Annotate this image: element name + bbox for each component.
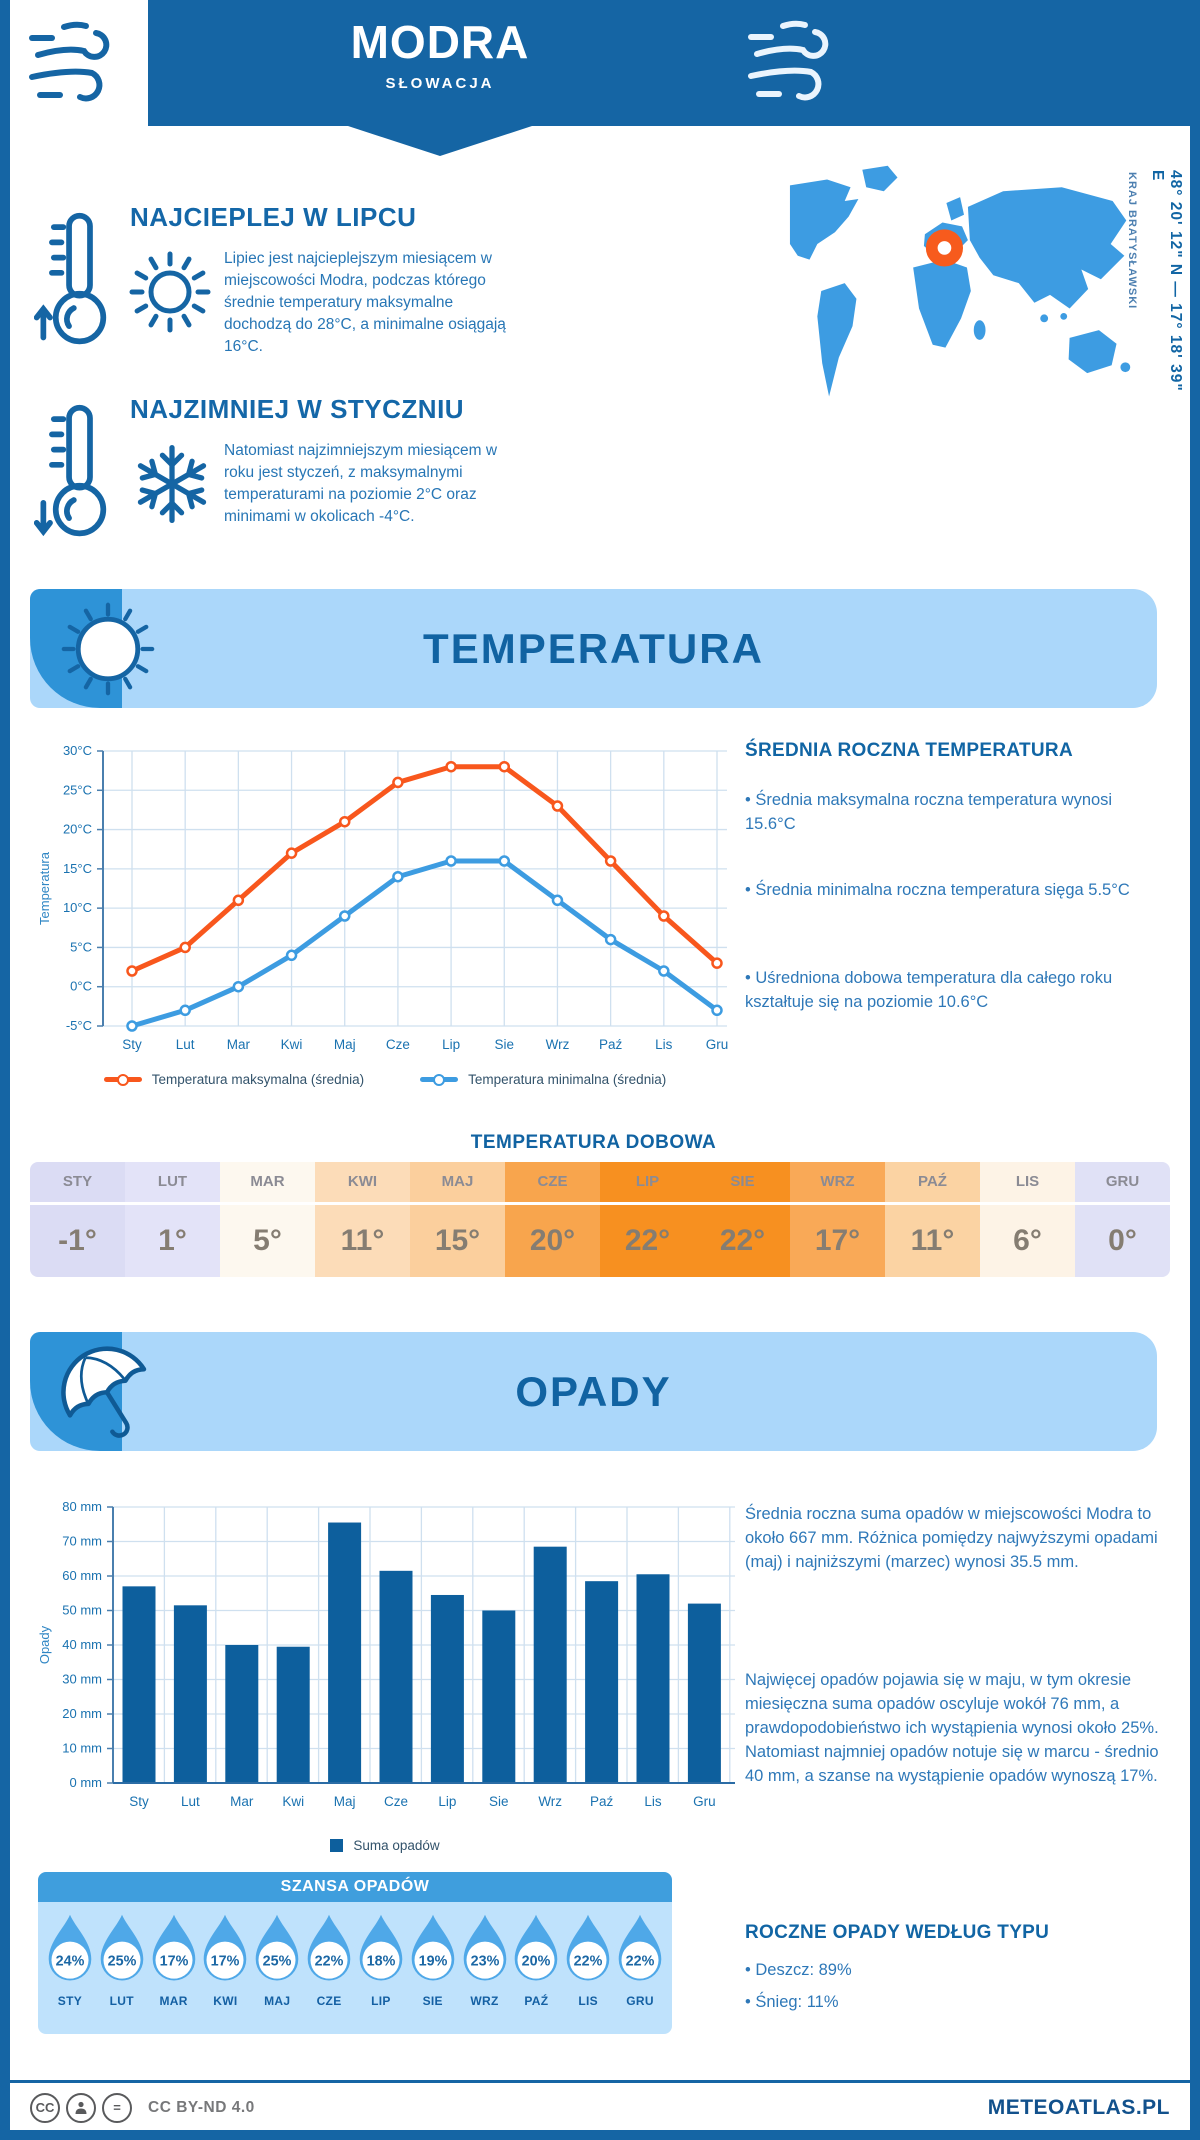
legend-min-swatch — [420, 1077, 458, 1082]
raindrop-icon — [252, 1911, 302, 1987]
month-header-cell: WRZ — [790, 1162, 885, 1202]
license-label: CC BY-ND 4.0 — [148, 2098, 255, 2116]
highlight-warm-text: Lipiec jest najcieplejszym miesiącem w miejscowości Modra, podczas którego średnie temperatury maksymalne dochodzą do 28°C, a minimalne osiągają 16°C. — [224, 250, 506, 355]
svg-text:40 mm: 40 mm — [62, 1637, 102, 1652]
svg-text:-5°C: -5°C — [65, 1018, 92, 1033]
svg-text:Mar: Mar — [226, 1037, 250, 1052]
month-value-cell: 6° — [980, 1205, 1075, 1277]
legend-item-max — [104, 1072, 364, 1087]
svg-text:Temperatura: Temperatura — [37, 852, 52, 925]
raindrop-icon — [200, 1911, 250, 1987]
month-value-cell: 22° — [600, 1205, 695, 1277]
temperature-bullet-3: • Uśredniona dobowa temperatura dla całego roku kształtuje się na poziomie 10.6°C — [745, 969, 1113, 1012]
month-value-cell: -1° — [30, 1205, 125, 1277]
svg-text:Wrz: Wrz — [538, 1794, 563, 1809]
svg-text:18%: 18% — [366, 1953, 396, 1970]
precip-chance-month: LIS — [578, 1994, 598, 2008]
precip-chance-month: MAJ — [264, 1994, 291, 2008]
svg-text:Cze: Cze — [385, 1037, 410, 1052]
legend-max-swatch — [104, 1077, 142, 1082]
temperature-banner — [30, 589, 1157, 708]
precip-chance-item — [199, 1902, 251, 2034]
svg-text:22%: 22% — [573, 1953, 603, 1970]
svg-text:Mar: Mar — [230, 1794, 254, 1809]
highlight-cold-text: Natomiast najzimniejszym miesiącem w roku jest styczeń, z maksymalnymi temperaturami na poziomie 2°C oraz minimami w okolicach -4°C. — [224, 442, 498, 525]
svg-text:Lis: Lis — [655, 1037, 673, 1052]
precipitation-banner — [30, 1332, 1157, 1451]
svg-text:80 mm: 80 mm — [62, 1499, 102, 1514]
svg-text:Wrz: Wrz — [545, 1037, 570, 1052]
svg-text:70 mm: 70 mm — [62, 1533, 102, 1549]
precip-chance-month: STY — [57, 1994, 83, 2008]
svg-text:Kwi: Kwi — [282, 1794, 305, 1809]
svg-text:25%: 25% — [262, 1953, 292, 1970]
header-corner-box — [10, 0, 148, 126]
header-band-tail — [348, 126, 532, 156]
svg-text:Paź: Paź — [589, 1794, 614, 1809]
svg-text:22%: 22% — [625, 1953, 655, 1970]
svg-text:25°C: 25°C — [62, 782, 92, 798]
svg-text:17%: 17% — [211, 1953, 240, 1970]
page-border-right — [1190, 0, 1200, 2140]
raindrop-icon — [97, 1911, 147, 1987]
precip-type-title: ROCZNE OPADY WEDŁUG TYPU — [745, 1922, 1050, 1943]
precip-chance-item — [303, 1902, 355, 2034]
svg-text:23%: 23% — [470, 1953, 499, 1970]
svg-text:20 mm: 20 mm — [62, 1706, 102, 1721]
precip-chance-item — [562, 1902, 614, 2034]
month-header-cell: MAR — [220, 1162, 315, 1202]
temperature-banner-title: TEMPERATURA — [423, 625, 764, 672]
precip-chance-item — [355, 1902, 407, 2034]
world-map — [788, 158, 1140, 420]
svg-text:24%: 24% — [55, 1953, 85, 1970]
precip-chance-item — [148, 1902, 200, 2034]
precip-chance-month: KWI — [213, 1994, 238, 2008]
month-value-cell: 15° — [410, 1205, 505, 1277]
svg-text:10°C: 10°C — [62, 900, 92, 916]
footer — [10, 2085, 1190, 2130]
precipitation-banner-title: OPADY — [515, 1368, 672, 1415]
svg-text:20°C: 20°C — [62, 821, 92, 837]
location-marker — [932, 235, 957, 260]
svg-text:Gru: Gru — [705, 1037, 729, 1052]
cc-nd-icon: = — [102, 2093, 132, 2123]
temperature-bullet-2: • Średnia minimalna roczna temperatura sięga 5.5°C — [745, 881, 1130, 899]
svg-text:Sty: Sty — [129, 1794, 149, 1809]
precip-chance-month: PAŹ — [524, 1994, 549, 2008]
legend-sum-label: Suma opadów — [353, 1838, 440, 1853]
bar-chart-legend — [35, 1838, 735, 1853]
svg-text:60 mm: 60 mm — [62, 1568, 102, 1583]
precip-chance-item — [96, 1902, 148, 2034]
raindrop-icon — [615, 1911, 665, 1987]
precip-type-rain: • Deszcz: 89% — [745, 1961, 852, 1979]
precip-chance-month: WRZ — [470, 1994, 499, 2008]
precip-chance-item — [614, 1902, 666, 2034]
temperature-summary-title: ŚREDNIA ROCZNA TEMPERATURA — [745, 740, 1073, 761]
legend-min-label: Temperatura minimalna (średnia) — [468, 1072, 667, 1087]
footer-divider — [10, 2080, 1190, 2083]
raindrop-icon — [304, 1911, 354, 1987]
raindrop-icon — [149, 1911, 199, 1987]
legend-item-min — [420, 1072, 666, 1087]
month-header-cell: LUT — [125, 1162, 220, 1202]
title-block — [190, 16, 690, 92]
page-subtitle: SŁOWACJA — [385, 74, 495, 92]
precip-type-snow: • Śnieg: 11% — [745, 1993, 839, 2011]
month-header-cell: LIP — [600, 1162, 695, 1202]
month-value-cell: 11° — [315, 1205, 410, 1277]
raindrop-icon — [511, 1911, 561, 1987]
wind-icon — [23, 13, 135, 113]
month-header-cell: PAŹ — [885, 1162, 980, 1202]
svg-text:Paź: Paź — [599, 1037, 623, 1052]
precipitation-paragraph-2: Najwięcej opadów pojawia się w maju, w tym okresie miesięczna suma opadów oscyluje wokół 76 mm, a prawdopodobieństwo ich wystąpienia wynosi około 25%. Natomiast najmniej opadów notuje się w marcu - średnio 40 mm, a szanse na wystąpienie opadów wynoszą 17%. — [745, 1671, 1159, 1786]
raindrop-icon — [563, 1911, 613, 1987]
month-value-cell: 11° — [885, 1205, 980, 1277]
svg-text:Lip: Lip — [442, 1037, 461, 1052]
svg-text:50 mm: 50 mm — [62, 1602, 102, 1618]
month-value-cell: 0° — [1075, 1205, 1170, 1277]
precipitation-paragraph-1: Średnia roczna suma opadów w miejscowości Modra to około 667 mm. Różnica pomiędzy najwyższymi opadami (maj) i najniższymi (marzec) wynosi 35.5 mm. — [745, 1505, 1158, 1572]
temperature-line-chart — [35, 736, 735, 1081]
legend-item-sum — [330, 1838, 439, 1853]
precip-chance-item — [407, 1902, 459, 2034]
svg-text:Sty: Sty — [122, 1037, 142, 1052]
svg-text:30°C: 30°C — [62, 743, 92, 758]
svg-text:25%: 25% — [107, 1953, 137, 1970]
precip-chance-panel — [38, 1872, 672, 2034]
precip-chance-month: LUT — [109, 1994, 134, 2008]
precip-chance-month: SIE — [422, 1994, 443, 2008]
raindrop-icon — [45, 1911, 95, 1987]
map-greenland — [862, 166, 897, 191]
daily-temperature-table — [30, 1162, 1170, 1277]
thermometer-down-icon — [34, 402, 126, 540]
raindrop-icon — [460, 1911, 510, 1987]
month-header-cell: KWI — [315, 1162, 410, 1202]
precipitation-bar-chart — [35, 1492, 735, 1842]
svg-text:10 mm: 10 mm — [62, 1740, 102, 1756]
svg-text:0 mm: 0 mm — [69, 1775, 102, 1790]
svg-text:Lut: Lut — [181, 1794, 200, 1809]
month-value-cell: 5° — [220, 1205, 315, 1277]
month-value-cell: 17° — [790, 1205, 885, 1277]
legend-max-label: Temperatura maksymalna (średnia) — [151, 1072, 365, 1087]
highlight-warm-title: NAJCIEPLEJ W LIPCU — [130, 202, 417, 232]
precip-chance-title: SZANSA OPADÓW — [38, 1872, 672, 1902]
svg-text:0°C: 0°C — [70, 978, 92, 994]
month-header-cell: LIS — [980, 1162, 1075, 1202]
precip-chance-body — [38, 1902, 672, 2034]
coordinates-label: 48° 20' 12" N — 17° 18' 39" E — [1149, 170, 1184, 392]
month-header-cell: STY — [30, 1162, 125, 1202]
month-header-cell: GRU — [1075, 1162, 1170, 1202]
svg-text:30 mm: 30 mm — [62, 1671, 102, 1687]
raindrop-icon — [408, 1911, 458, 1987]
precip-chance-month: MAR — [159, 1994, 188, 2008]
month-value-row — [30, 1205, 1170, 1277]
temperature-bullet-1: • Średnia maksymalna roczna temperatura wynosi 15.6°C — [745, 791, 1113, 834]
precip-chance-month: CZE — [316, 1994, 342, 2008]
raindrop-icon — [356, 1911, 406, 1987]
cc-icon: CC — [30, 2093, 60, 2123]
brand-label: METEOATLAS.PL — [987, 2095, 1170, 2119]
svg-text:5°C: 5°C — [70, 939, 92, 955]
month-value-cell: 22° — [695, 1205, 790, 1277]
svg-text:Opady: Opady — [37, 1625, 52, 1665]
sun-icon — [60, 601, 156, 697]
month-header-row — [30, 1162, 1170, 1202]
svg-text:Lip: Lip — [438, 1794, 457, 1809]
svg-text:15°C: 15°C — [62, 860, 92, 876]
svg-text:Cze: Cze — [383, 1794, 409, 1809]
page-border-left — [0, 0, 10, 2140]
precip-chance-item — [251, 1902, 303, 2034]
svg-text:Maj: Maj — [333, 1794, 356, 1809]
month-header-cell: MAJ — [410, 1162, 505, 1202]
month-value-cell: 20° — [505, 1205, 600, 1277]
precip-chance-month: GRU — [626, 1994, 654, 2008]
svg-text:Lut: Lut — [175, 1037, 195, 1052]
daily-temperature-title: TEMPERATURA DOBOWA — [470, 1132, 717, 1153]
svg-text:17%: 17% — [159, 1953, 188, 1970]
svg-text:Kwi: Kwi — [280, 1037, 303, 1052]
svg-text:Gru: Gru — [693, 1794, 716, 1809]
precip-chance-item — [510, 1902, 562, 2034]
svg-text:22%: 22% — [314, 1953, 344, 1970]
highlight-cold-title: NAJZIMNIEJ W STYCZNIU — [130, 394, 465, 424]
svg-text:19%: 19% — [418, 1953, 448, 1970]
month-header-cell: SIE — [695, 1162, 790, 1202]
precip-chance-item — [459, 1902, 511, 2034]
precip-chance-month: LIP — [371, 1994, 391, 2008]
legend-sum-swatch — [330, 1839, 343, 1852]
svg-text:Sie: Sie — [494, 1037, 515, 1052]
svg-text:20%: 20% — [522, 1953, 551, 1970]
svg-text:Maj: Maj — [333, 1037, 356, 1052]
snowflake-icon — [126, 438, 218, 530]
thermometer-up-icon — [34, 210, 126, 348]
region-label: KRAJ BRATYSŁAWSKI — [1126, 172, 1138, 310]
wind-icon — [742, 12, 854, 112]
month-value-cell: 1° — [125, 1205, 220, 1277]
line-chart-legend — [35, 1072, 735, 1087]
svg-text:Sie: Sie — [489, 1794, 509, 1809]
precip-chance-item — [44, 1902, 96, 2034]
sun-icon — [124, 246, 216, 338]
cc-by-person-icon — [66, 2093, 96, 2123]
page-border-bottom — [0, 2130, 1200, 2140]
umbrella-icon — [48, 1336, 166, 1454]
page-title: MODRA — [350, 16, 530, 68]
month-header-cell: CZE — [505, 1162, 600, 1202]
svg-text:Lis: Lis — [644, 1794, 662, 1809]
